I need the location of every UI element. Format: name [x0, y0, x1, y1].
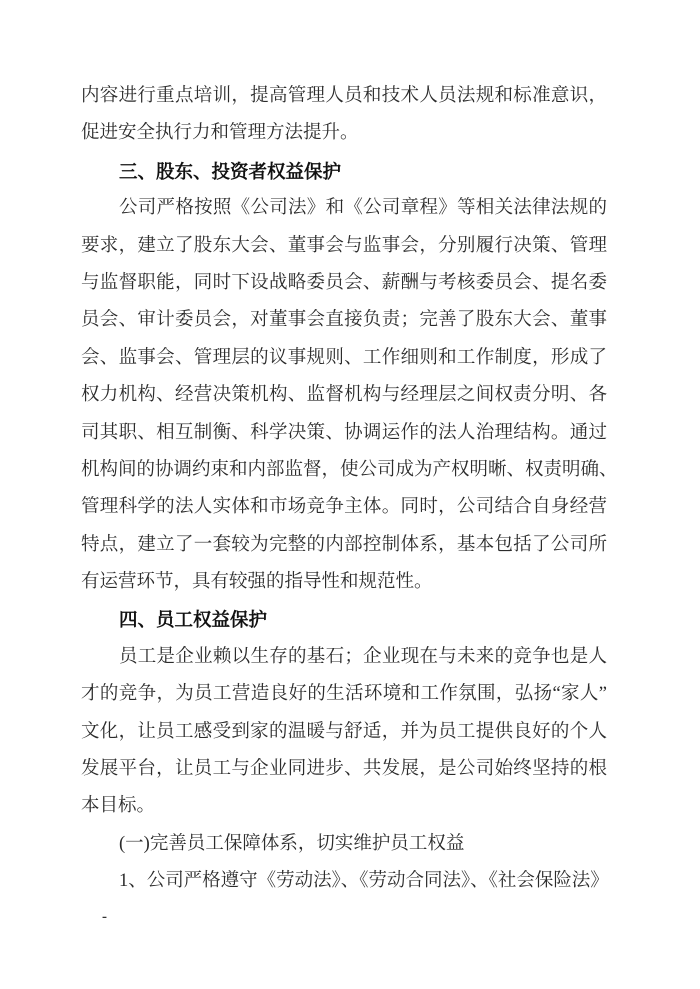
text-line: 员工是企业赖以生存的基石；企业现在与未来的竞争也是人 — [119, 646, 607, 667]
footer-dash: - — [102, 909, 107, 925]
text-line: 发展平台，让员工与企业同进步、共发展，是公司始终坚持的根 — [81, 759, 607, 780]
text-line: 内容进行重点培训，提高管理人员和技术人员法规和标准意识， — [81, 86, 607, 106]
text-line: 机构间的协调约束和内部监督，使公司成为产权明晰、权责明确、 — [81, 459, 618, 480]
text-line: 与监督职能，同时下设战略委员会、薪酬与考核委员会、提名委 — [81, 272, 607, 293]
text-line: 本目标。 — [81, 796, 156, 817]
text-line: 管理科学的法人实体和市场竞争主体。同时，公司结合自身经营 — [81, 497, 607, 518]
text-line: 文化，让员工感受到家的温暖与舒适，并为员工提供良好的个人 — [81, 721, 607, 742]
text-line: 员会、审计委员会，对董事会直接负责；完善了股东大会、董事 — [81, 310, 607, 331]
section-heading-shareholders: 三、股东、投资者权益保护 — [119, 160, 342, 182]
document-content — [81, 78, 618, 901]
text-line: 才的竞争，为员工营造良好的生活环境和工作氛围，弘扬“家人” — [81, 684, 607, 705]
section-heading-employees: 四、员工权益保护 — [119, 609, 268, 631]
text-line: 权力机构、经营决策机构、监督机构与经理层之间权责分明、各 — [81, 385, 607, 406]
text-line: 司其职、相互制衡、科学决策、协调运作的法人治理结构。通过 — [81, 422, 607, 443]
text-line: 公司严格按照《公司法》和《公司章程》等相关法律法规的 — [119, 198, 607, 219]
text-line: 会、监事会、管理层的议事规则、工作细则和工作制度，形成了 — [81, 347, 607, 368]
text-line: 要求，建立了股东大会、董事会与监事会，分别履行决策、管理 — [81, 235, 607, 256]
list-item-line: 1、公司严格遵守《劳动法》、《劳动合同法》、《社会保险法》 — [119, 871, 607, 892]
text-line: 有运营环节，具有较强的指导性和规范性。 — [81, 572, 433, 593]
text-line: 促进安全执行力和管理方法提升。 — [81, 123, 359, 144]
text-line: 特点，建立了一套较为完整的内部控制体系，基本包括了公司所 — [81, 534, 607, 555]
subsection-heading: (一)完善员工保障体系，切实维护员工权益 — [119, 833, 465, 854]
